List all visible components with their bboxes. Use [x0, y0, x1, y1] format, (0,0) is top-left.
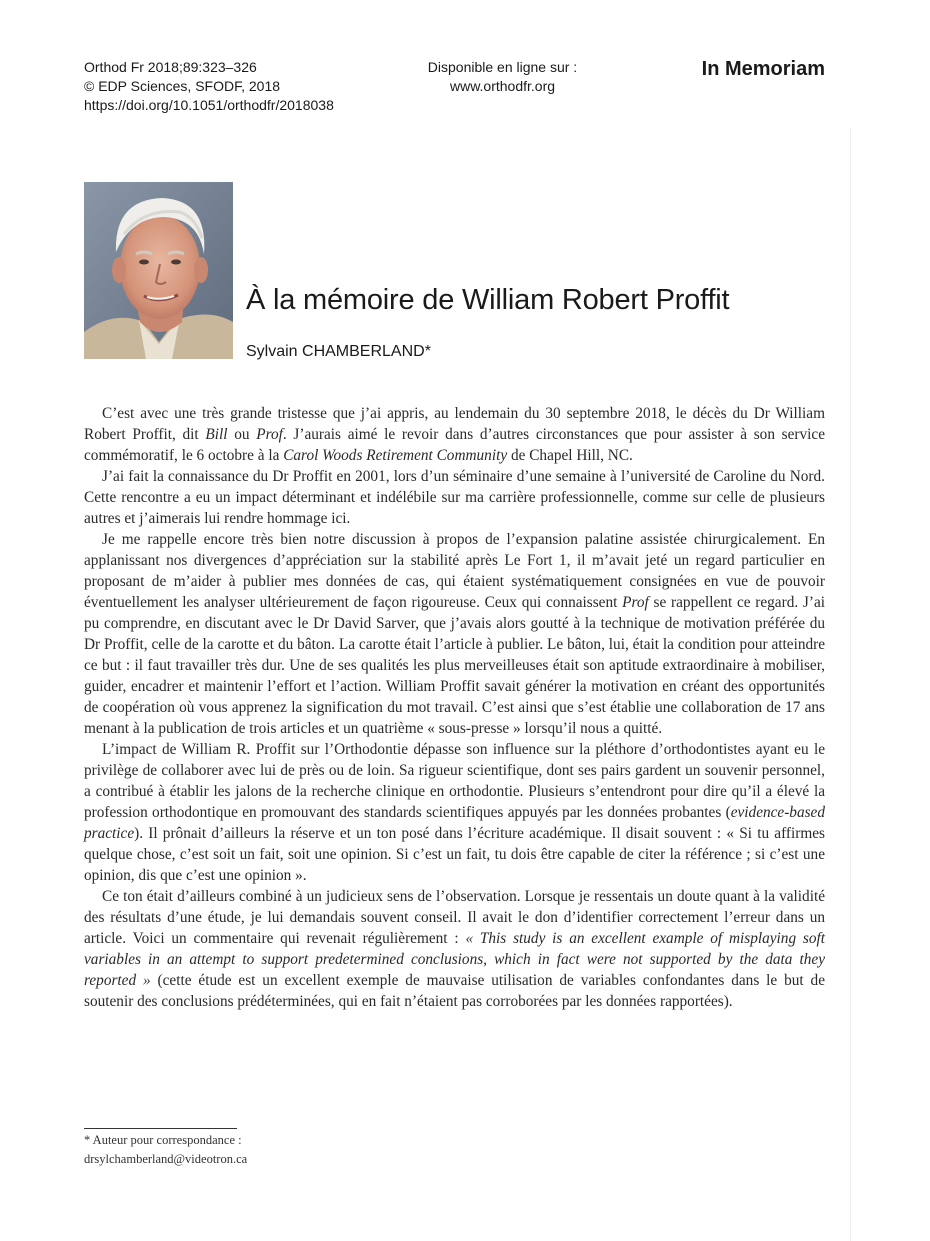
journal-citation	[84, 58, 334, 115]
footnote-label: * Auteur pour correspondance :	[84, 1133, 242, 1147]
italic-text: « This study is an excellent example of misplaying soft variables in an attempt to support predetermined conclusions, which in fact were not supported by the data they reported »	[84, 930, 826, 989]
text-span: ). Il prônait d’ailleurs la réserve et un ton posé dans l’écriture académique. Il disait souvent : « Si tu affirmes quelque chose, c’est soit un fait, soit une opinion. Si c’est un fait, tu dois être capable de citer la référence ; si c’est une opinion, dis que c’est une opinion ».	[84, 825, 825, 884]
author-email-link[interactable]: drsylchamberland@videotron.ca	[84, 1152, 248, 1166]
copyright-line: © EDP Sciences, SFODF, 2018	[84, 78, 281, 94]
italic-text: Bill	[205, 426, 228, 443]
article-title: À la mémoire de William Robert Proffit	[246, 284, 730, 316]
online-label: Disponible en ligne sur :	[427, 59, 578, 75]
italic-text: Prof	[622, 594, 649, 611]
article-body	[84, 403, 825, 1012]
text-span: ou	[227, 426, 257, 443]
text-span: (cette étude est un excellent exemple de mauvaise utilisation de variables confondantes dans le but de soutenir des conclusions prédéterminées, qui en fait n’étaient pas corroborées par les données rapportées).	[84, 972, 825, 1010]
journal-url-link[interactable]: www.orthodfr.org	[449, 78, 556, 94]
italic-text: Prof	[256, 426, 283, 443]
paragraph-5	[84, 886, 825, 1012]
text-span: se rappellent ce regard. J’ai pu comprendre, en discutant avec le Dr David Sarver, que j’avais alors goutté à la technique de motivation préférée du Dr Proffit, celle de la carotte et du bâton. La carotte était l’article à publier. Le bâton, lui, était la condition pour atteindre ce but : il faut travailler très dur. Une de ses qualités les plus merveilleuses était son aptitude extraordinaire à mobiliser, guider, encadrer et maintenir l’effort et l’action. William Proffit savait générer la motivation en créant des opportunités de coopération où vous apprenez la signification du mot travail. C’est ainsi que s’est établie une collaboration de 17 ans menant à la publication de trois articles et un quatrième « sous-presse » lorsqu’il nous a quitté.	[84, 594, 826, 737]
text-span: Je me rappelle encore très bien notre discussion à propos de l’expansion palatine assistée chirurgicalement. En applanissant nos divergences d’appréciation sur la stabilité après Le Fort 1, il m’avait jeté un regard particulier en proposant de m’aider à publier mes données de cas, qui étaient systématiquement consignées en vue de pouvoir éventuellement les analyser ultérieurement de façon rigoureuse. Ceux qui connaissent	[84, 531, 825, 611]
online-availability	[410, 58, 595, 96]
paragraph-1	[84, 403, 825, 466]
footnote	[84, 1131, 247, 1169]
italic-text: Carol Woods Retirement Community	[283, 447, 508, 464]
text-span: de Chapel Hill, NC.	[507, 447, 633, 464]
text-span: . J’aurais aimé le revoir dans d’autres circonstances que pour assister à son service commémoratif, le 6 octobre à la	[84, 426, 825, 464]
page-edge-rule	[850, 128, 851, 1241]
paragraph-4	[84, 739, 825, 886]
text-span: L’impact de William R. Proffit sur l’Orthodontie dépasse son influence sur la pléthore d’orthodontistes ayant eu le privilège de collaborer avec lui de près ou de loin. Sa rigueur scientifique, dont ses pairs gardent un souvenir personnel, a contribué à établir les jalons de la recherche clinique en orthodontie. Plusieurs s’entendront pour dire qu’il a élevé la profession orthodontique en promouvant des standards scientifiques appuyés par les données probantes (	[84, 741, 825, 821]
text-span: C’est avec une très grande tristesse que j’ai appris, au lendemain du 30 septembre 2018, le décès du Dr William Robert Proffit, dit	[84, 405, 825, 443]
paragraph-2: J’ai fait la connaissance du Dr Proffit en 2001, lors d’un séminaire d’une semaine à l’université de Caroline du Nord. Cette rencontre a eu un impact déterminant et indélébile sur ma carrière professionnelle, comme sur celle de plusieurs autres et j’aimerais lui rendre hommage ici.	[84, 468, 825, 527]
article-author: Sylvain CHAMBERLAND*	[246, 343, 431, 360]
italic-text: evidence-based practice	[84, 804, 825, 842]
portrait-photo	[84, 182, 233, 359]
journal-line: Orthod Fr 2018;89:323–326	[84, 59, 257, 75]
footnote-divider	[84, 1128, 237, 1129]
text-span: Ce ton était d’ailleurs combiné à un judicieux sens de l’observation. Lorsque je ressentais un doute quant à la validité des résultats d’une étude, je lui demandais souvent conseil. Il avait le don d’identifier correctement l’erreur dans un article. Voici un commentaire qui revenait régulièrement :	[84, 888, 825, 947]
paragraph-3	[84, 529, 825, 739]
section-label: In Memoriam	[701, 58, 825, 80]
doi-link[interactable]: https://doi.org/10.1051/orthodfr/2018038	[84, 97, 334, 113]
